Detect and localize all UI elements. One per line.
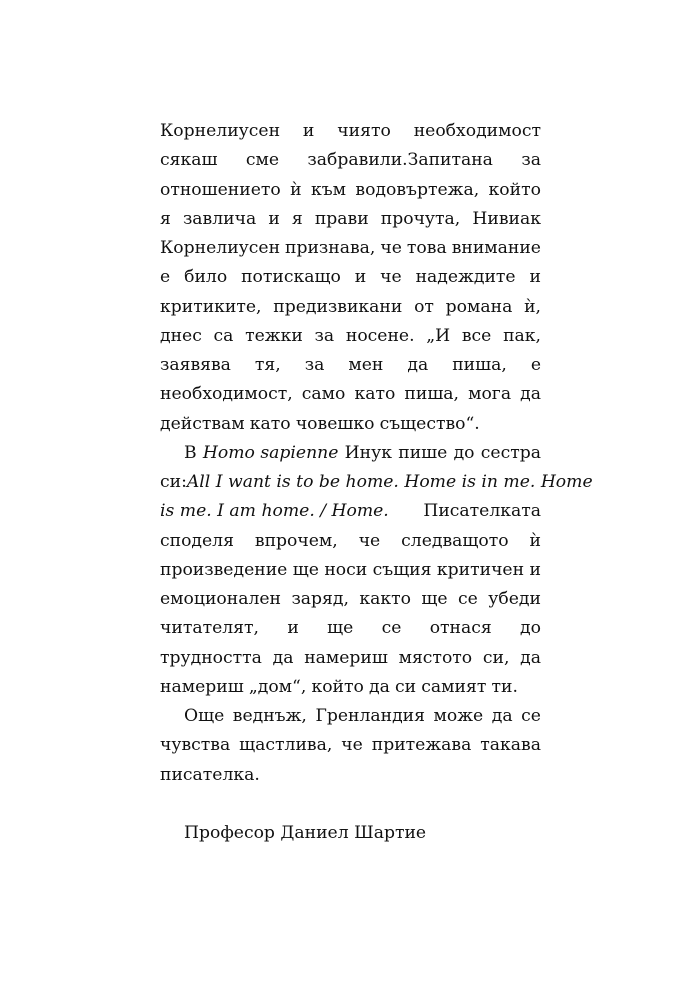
text-line — [160, 293, 541, 322]
word: впрочем, — [254, 530, 338, 551]
signature: Професор Даниел Шартие — [184, 823, 427, 843]
word: е — [530, 355, 541, 375]
word: намериш — [160, 676, 244, 697]
word: пише — [398, 442, 448, 463]
word: самият — [421, 676, 487, 697]
word: такава — [480, 735, 541, 756]
word: „И — [426, 325, 451, 346]
word: да — [520, 384, 541, 405]
paragraph-1 — [160, 117, 541, 439]
word: за — [521, 150, 541, 171]
word: ѝ, — [524, 296, 541, 317]
word: отношението — [160, 179, 281, 200]
word: да — [272, 647, 294, 668]
text-line — [160, 380, 541, 409]
word: сякаш — [160, 150, 218, 171]
word: забравили.Запитана — [307, 150, 493, 171]
word: Инук — [344, 442, 392, 463]
word: сме — [245, 150, 280, 171]
word: критичен — [436, 559, 525, 580]
word: чиято — [337, 121, 391, 141]
word: е — [160, 267, 171, 288]
text-line — [160, 234, 541, 263]
word: я — [291, 208, 303, 229]
word: В — [184, 442, 197, 463]
text-line — [160, 527, 541, 556]
word: Още — [184, 706, 225, 726]
word: я — [160, 208, 171, 229]
text-line — [160, 585, 541, 614]
text-line — [160, 644, 541, 673]
text-line — [160, 439, 541, 468]
word: Нивиак — [472, 208, 541, 229]
word: се — [521, 706, 541, 726]
word: днес — [160, 325, 202, 346]
word: тя, — [254, 355, 281, 375]
word: надеждите — [415, 267, 516, 288]
signature-line — [160, 819, 541, 848]
word: мен — [348, 355, 384, 375]
word: се — [381, 618, 402, 639]
word: прави — [314, 208, 369, 229]
word: от — [414, 296, 434, 317]
word: отнася — [429, 618, 492, 639]
italic-quote: All I want is to be home. Home is in me. Home — [186, 472, 593, 492]
word: Гренландия — [315, 706, 425, 726]
word: за — [304, 355, 325, 375]
word: потискащо — [241, 267, 341, 288]
text-line — [160, 205, 541, 234]
word: носене. — [345, 325, 415, 346]
text-line — [160, 702, 541, 731]
word: както — [359, 589, 411, 609]
word: ти. — [491, 676, 518, 697]
word: който — [488, 179, 541, 200]
word: да — [369, 676, 390, 697]
word: Корнелиусен — [160, 121, 281, 141]
word: и — [354, 267, 367, 288]
word: носи — [324, 559, 368, 580]
text-line — [160, 731, 541, 760]
word: пиша, — [452, 355, 507, 375]
word: като — [249, 413, 291, 434]
word: и — [287, 618, 299, 639]
text-line — [160, 673, 541, 702]
word: си, — [482, 647, 510, 668]
word: тежки — [245, 325, 303, 346]
word: който — [311, 676, 364, 697]
word: необходимост, — [160, 384, 293, 405]
word: и — [302, 121, 315, 141]
word: същество“. — [379, 413, 480, 434]
word: ще — [327, 618, 354, 639]
word: че — [358, 530, 381, 551]
word: убеди — [488, 589, 541, 609]
word: завлича — [182, 208, 257, 229]
word: може — [433, 706, 484, 726]
word: само — [301, 384, 346, 405]
word: писателка. — [160, 764, 260, 785]
text-line — [160, 176, 541, 205]
word: това — [406, 238, 447, 258]
word: трудността — [160, 647, 262, 668]
text-line — [160, 468, 593, 497]
word: споделя — [160, 530, 234, 551]
word: до — [520, 618, 541, 639]
word: веднъж, — [232, 706, 307, 726]
word: мястото — [398, 647, 473, 668]
word: заявява — [160, 355, 231, 375]
word: и — [529, 267, 541, 288]
text-line — [160, 410, 541, 439]
word: и — [529, 559, 541, 580]
word: за — [314, 325, 335, 346]
word: че — [341, 735, 363, 756]
text-line — [160, 322, 541, 351]
text-line — [160, 351, 541, 380]
text-line — [160, 117, 541, 146]
word: притежава — [371, 735, 472, 756]
word: пак, — [503, 325, 541, 346]
word: емоционален — [160, 589, 281, 609]
word: към — [310, 179, 347, 200]
word: намериш — [304, 647, 388, 668]
word: действам — [160, 413, 245, 434]
text-line — [160, 556, 541, 585]
word: човешко — [295, 413, 375, 434]
word: произведение — [160, 559, 288, 580]
word: мога — [468, 384, 512, 405]
word: си — [395, 676, 417, 697]
word: все — [461, 325, 492, 346]
italic-quote: is me. I am home. / Home. — [160, 501, 389, 522]
word: „дом“, — [248, 676, 307, 697]
word: предизвикани — [273, 296, 403, 317]
word: до — [453, 442, 475, 463]
word: читателят, — [160, 618, 259, 639]
word: романа — [445, 296, 513, 317]
word: ще — [292, 559, 319, 580]
text-body — [160, 117, 593, 848]
word: се — [458, 589, 478, 609]
paragraph-3 — [160, 702, 541, 790]
word: било — [184, 267, 228, 288]
text-line — [160, 614, 541, 643]
word: необходимост — [413, 121, 541, 141]
word: си: — [160, 472, 187, 492]
text-line — [160, 263, 541, 292]
word: да — [491, 706, 513, 726]
word: да — [407, 355, 429, 375]
italic-title: Homo sapienne — [202, 442, 339, 463]
word: чувства — [160, 735, 231, 756]
word: същия — [372, 559, 432, 580]
paragraph-2 — [160, 439, 593, 702]
word: прочута, — [380, 208, 461, 229]
word: следващото — [401, 530, 509, 551]
word: ще — [421, 589, 448, 609]
word: ѝ — [290, 179, 302, 200]
word: като — [354, 384, 396, 405]
word: сестра — [480, 442, 541, 463]
word: Корнелиусен — [160, 238, 281, 258]
word: критиките, — [160, 296, 262, 317]
text-line — [160, 497, 541, 526]
word: щастлива, — [239, 735, 333, 756]
word: че — [380, 267, 402, 288]
word: да — [520, 647, 541, 668]
word: пиша, — [404, 384, 460, 405]
word: ѝ — [529, 530, 541, 551]
spacer — [160, 790, 541, 819]
word: заряд, — [291, 589, 349, 609]
word: че — [380, 238, 402, 258]
text-line — [160, 761, 541, 790]
word: са — [213, 325, 234, 346]
word: и — [268, 208, 280, 229]
word: Писателката — [423, 501, 541, 522]
word: водовъртежа, — [355, 179, 480, 200]
word: внимание — [451, 238, 541, 258]
word: признава, — [285, 238, 376, 258]
text-line — [160, 146, 541, 175]
